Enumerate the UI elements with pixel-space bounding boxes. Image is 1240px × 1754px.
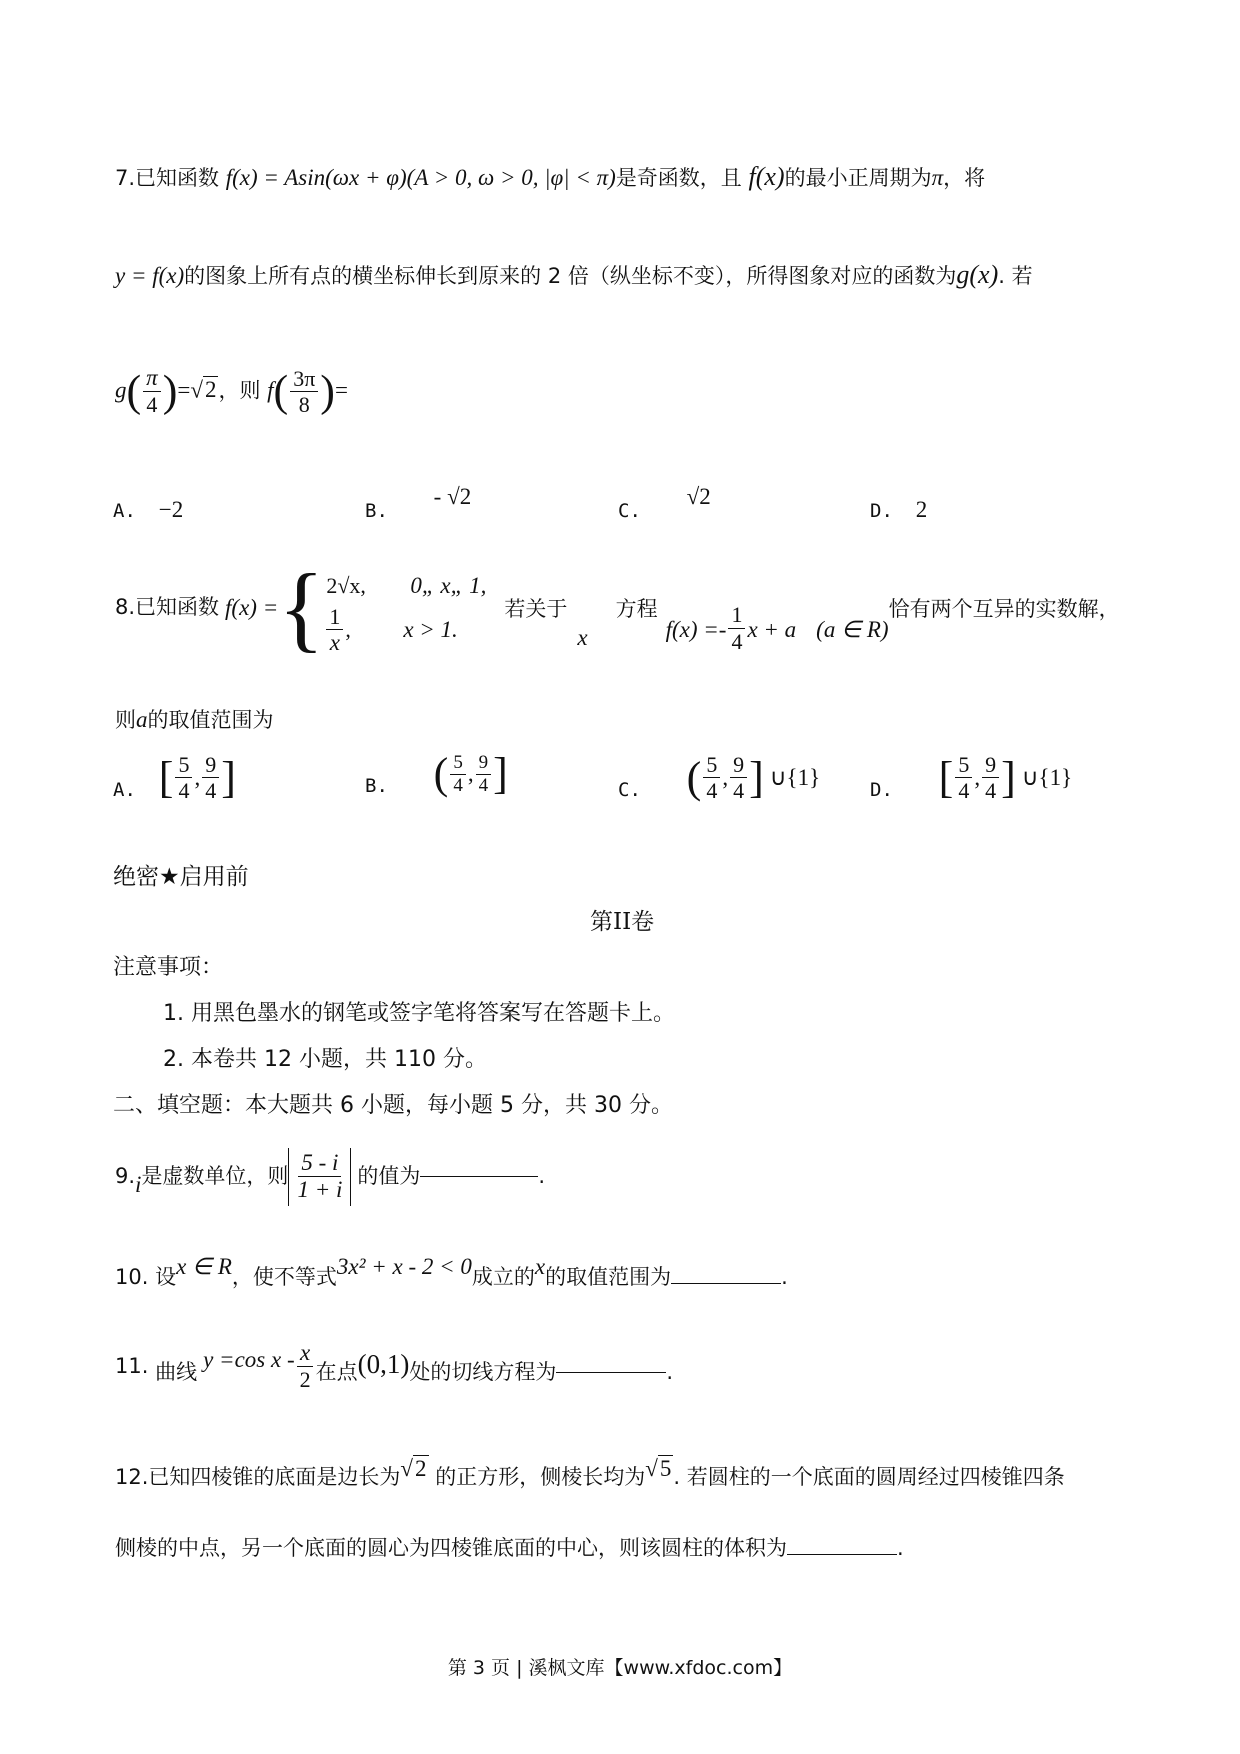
q10-answer-blank[interactable] xyxy=(671,1283,781,1284)
q8-case1-expr: 2√x, xyxy=(326,572,366,598)
q7-line2 xyxy=(115,258,1033,292)
q12-number: 12. xyxy=(115,1465,149,1489)
q9-line xyxy=(115,1148,545,1206)
q7-g: g xyxy=(115,377,127,403)
q8-line2-post: 的取值范围为 xyxy=(147,708,274,732)
q9-abs: $\frac{5 - i}{1 + i}$ xyxy=(288,1148,351,1206)
q8-piecewise: { 2√x, 0„ x„ 1, $\frac{1}{x}$ , x > 1. xyxy=(278,554,487,661)
q8-option-d[interactable]: D. [ $\frac{5}{4}$ , $\frac{9}{4}$ ] ∪{1} xyxy=(870,752,1073,804)
q9-text1: 是虚数单位，则 xyxy=(141,1164,289,1189)
q8-tail: 恰有两个互异的实数解， xyxy=(888,597,1120,622)
q8-case2-cond: x > 1. xyxy=(403,617,458,643)
q7-formula: f(x) = Asin(ωx + φ)(A > 0, ω > 0, |φ| < π) xyxy=(225,165,616,190)
q10-text2: ，使不等式 xyxy=(231,1265,337,1289)
q7-g-sqrt: √2 xyxy=(190,377,217,403)
q9-i: i xyxy=(135,1171,142,1197)
q11-text3: 处的切线方程为 xyxy=(409,1359,557,1384)
q12-line2 xyxy=(115,1535,904,1562)
q7-g-equals: = xyxy=(177,377,191,403)
q8-line2 xyxy=(115,705,274,735)
q10-set: x ∈ R xyxy=(176,1254,232,1279)
q9-text2: 的值为 xyxy=(357,1164,421,1189)
q8-case1-cond: 0„ x„ 1, xyxy=(410,573,487,599)
q7-text-pre: 已知函数 xyxy=(135,166,220,190)
q12-end: . xyxy=(897,1536,904,1560)
q12-sqrt2: √2 xyxy=(400,1456,427,1481)
q10-text1: 设 xyxy=(155,1265,177,1289)
q8-x: x xyxy=(577,625,588,651)
q7-line2-text: 的图象上所有点的横坐标伸长到原来的 2 倍（纵坐标不变），所得图象对应的函数为 xyxy=(184,264,957,288)
q7-f-arg: $\frac{3\pi}{8}$ xyxy=(290,366,318,418)
q12-answer-blank[interactable] xyxy=(787,1554,897,1555)
q10-inequality: 3x² + x - 2 < 0 xyxy=(336,1254,472,1279)
q7-text-mid3: ，将 xyxy=(943,166,986,190)
q8-eq-frac: $\frac{1}{4}$ xyxy=(728,602,745,654)
q10-number: 10. xyxy=(115,1265,149,1289)
q11-point: (0,1) xyxy=(357,1348,410,1379)
q8-line2-pre: 则 xyxy=(115,708,136,732)
q11-answer-blank[interactable] xyxy=(556,1372,666,1373)
q7-gx: g(x) xyxy=(956,260,999,289)
q8-fangcheng: 方程 xyxy=(615,597,658,622)
q7-g-arg: $\frac{\pi}{4}$ xyxy=(143,365,161,418)
q7-fx: f(x) xyxy=(748,162,785,191)
q8-line1 xyxy=(115,554,1120,661)
q8-eq-cond: (a ∈ R) xyxy=(816,617,889,643)
q10-text4: 的取值范围为 xyxy=(545,1265,672,1289)
q10-end: . xyxy=(781,1265,788,1289)
q8-ruo: 若关于 xyxy=(504,597,568,622)
part2-heading: 二、填空题：本大题共 6 小题，每小题 5 分，共 30 分。 xyxy=(113,1093,673,1118)
q10-line xyxy=(115,1254,788,1292)
q7-option-a[interactable]: A. −2 xyxy=(113,497,184,522)
q8-a: a xyxy=(136,707,148,732)
q11-number: 11. xyxy=(115,1353,149,1378)
q8-eq-lhs: f(x) =- xyxy=(665,617,727,643)
q10-x: x xyxy=(534,1254,546,1279)
q7-f-equals: = xyxy=(334,377,348,403)
q7-f: f xyxy=(267,377,274,403)
q9-number: 9. xyxy=(115,1164,136,1189)
q8-eq-rhs: x + a xyxy=(747,617,797,643)
note-2: 2. 本卷共 12 小题，共 110 分。 xyxy=(163,1047,487,1072)
q11-frac: $\frac{x}{2}$ xyxy=(297,1340,314,1393)
q9-answer-blank[interactable] xyxy=(420,1176,538,1177)
q7-option-d[interactable]: D. 2 xyxy=(870,497,928,522)
q7-pi: π xyxy=(931,165,944,190)
q11-text2: 在点 xyxy=(315,1359,358,1384)
q8-case2-comma: , xyxy=(345,616,351,642)
q11-line xyxy=(115,1340,673,1393)
q7-line2-end: . 若 xyxy=(998,264,1033,288)
q12-text3: . 若圆柱的一个底面的圆周经过四棱锥四条 xyxy=(673,1465,1065,1489)
q12-text2: 的正方形，侧棱长均为 xyxy=(435,1465,646,1489)
q8-option-b[interactable]: B. ( $\frac{5}{4}$ , $\frac{9}{4}$ ] xyxy=(365,749,508,799)
q8-fx-eq: f(x) = xyxy=(225,595,279,621)
q8-case2-expr: $\frac{1}{x}$ xyxy=(326,604,343,657)
q7-y-fx: y = f(x) xyxy=(115,263,185,288)
q7-number: 7. xyxy=(115,166,136,190)
q7-option-b[interactable]: B. - √2 xyxy=(365,484,472,522)
q9-end: . xyxy=(538,1164,546,1189)
q12-line1 xyxy=(115,1456,1065,1492)
q11-curve: y =cos x - xyxy=(203,1347,295,1373)
section-title: 第II卷 xyxy=(590,909,655,935)
q7-ze: ，则 xyxy=(218,378,261,403)
note-1: 1. 用黑色墨水的钢笔或签字笔将答案写在答题卡上。 xyxy=(163,1001,675,1026)
q7-line1 xyxy=(115,160,985,194)
q7-text-mid1: 是奇函数，且 xyxy=(615,166,742,190)
notes-title: 注意事项： xyxy=(113,955,224,980)
q12-line2-text: 侧棱的中点，另一个底面的圆心为四棱锥底面的中心，则该圆柱的体积为 xyxy=(115,1536,787,1560)
q8-text-pre: 已知函数 xyxy=(135,595,220,620)
q12-sqrt5: √5 xyxy=(645,1456,672,1481)
q7-line3: g( $\frac{\pi}{4}$ )=√2，则 f( $\frac{3\pi}{8}$ )= xyxy=(115,365,348,418)
q7-text-mid2: 的最小正周期为 xyxy=(784,166,932,190)
q11-text1: 曲线 xyxy=(155,1359,198,1384)
q10-text3: 成立的 xyxy=(471,1265,535,1289)
q8-option-c[interactable]: C. ( $\frac{5}{4}$ , $\frac{9}{4}$ ] ∪{1} xyxy=(618,752,821,804)
q11-end: . xyxy=(666,1359,674,1384)
q7-option-c[interactable]: C. √2 xyxy=(618,484,711,522)
secret-label: 绝密★启用前 xyxy=(113,864,249,890)
q8-number: 8. xyxy=(115,595,136,620)
q8-option-a[interactable]: A. [ $\frac{5}{4}$ , $\frac{9}{4}$ ] xyxy=(113,752,236,804)
page-footer: 第 3 页 | 溪枫文库【www.xfdoc.com】 xyxy=(447,1657,793,1679)
q12-text1: 已知四棱锥的底面是边长为 xyxy=(148,1465,401,1489)
